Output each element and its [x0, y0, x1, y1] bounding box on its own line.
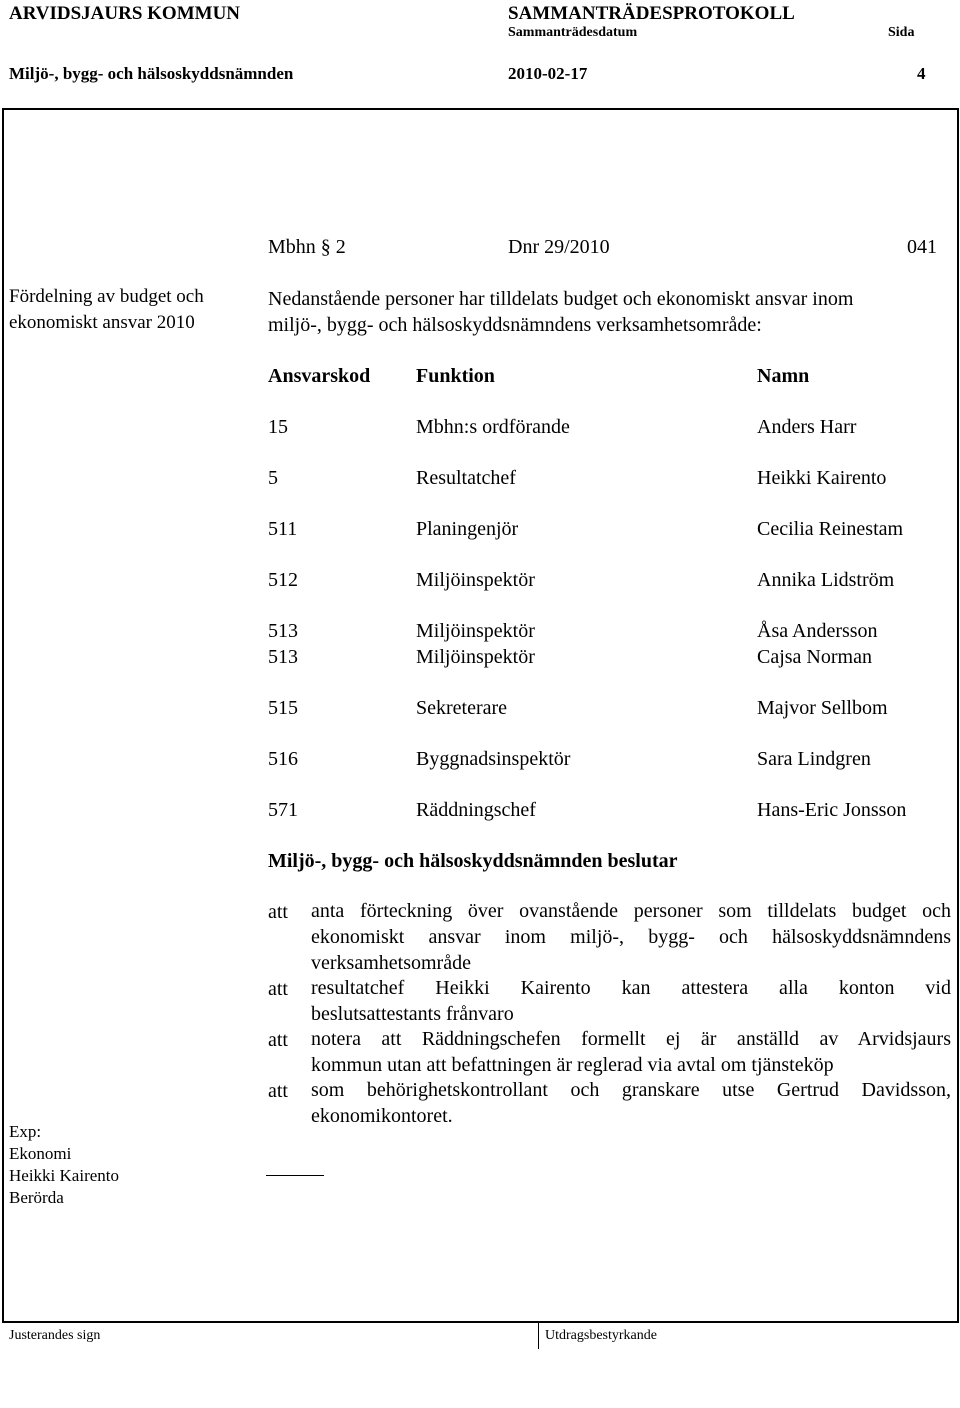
decision-item-text	[311, 1026, 951, 1078]
decision-prefix: att	[268, 978, 288, 1000]
municipality-name: ARVIDSJAURS KOMMUN	[9, 3, 241, 24]
intro-line2: miljö-, bygg- och hälsoskyddsnämndens verksamhetsområde:	[268, 314, 762, 336]
page-label: Sida	[888, 25, 915, 40]
decision-line: ekonomiskt ansvar inom miljö-, bygg- och hälsoskyddsnämndens	[311, 926, 951, 948]
intro-line1: Nedanstående personer har tilldelats budget och ekonomiskt ansvar inom	[268, 288, 854, 310]
exp-label: Exp:	[9, 1122, 42, 1141]
row-name: Heikki Kairento	[757, 467, 887, 489]
row-name: Sara Lindgren	[757, 748, 871, 770]
decision-prefix: att	[268, 1029, 288, 1051]
column-header-code: Ansvarskod	[268, 365, 371, 387]
row-name: Hans-Eric Jonsson	[757, 799, 907, 821]
row-function: Resultatchef	[416, 467, 516, 489]
row-function: Planingenjör	[416, 518, 519, 540]
footer-divider	[538, 1321, 539, 1349]
bottom-rule	[2, 1321, 959, 1323]
decision-line: verksamhetsområde	[311, 952, 471, 974]
row-code: 515	[268, 697, 298, 719]
decision-line: notera att Räddningschefen formellt ej är anställd av Arvidsjaurs	[311, 1028, 951, 1050]
decision-item-text	[311, 898, 951, 976]
row-name: Cajsa Norman	[757, 646, 872, 668]
decision-line: kommun utan att befattningen är reglerad via avtal om tjänsteköp	[311, 1054, 834, 1076]
diary-number: Dnr 29/2010	[508, 236, 610, 258]
column-header-name: Namn	[757, 365, 810, 387]
sidebar-title-line2: ekonomiskt ansvar 2010	[9, 312, 195, 333]
row-name: Annika Lidström	[757, 569, 895, 591]
decision-prefix: att	[268, 901, 288, 923]
exp-item: Ekonomi	[9, 1144, 72, 1163]
row-code: 511	[268, 518, 298, 540]
committee-name: Miljö-, bygg- och hälsoskyddsnämnden	[9, 64, 294, 83]
row-name: Anders Harr	[757, 416, 857, 438]
decision-line: resultatchef Heikki Kairento kan attestera alla konton vid	[311, 977, 951, 999]
decision-line: beslutsattestants frånvaro	[311, 1003, 514, 1025]
row-code: 571	[268, 799, 298, 821]
page-number: 4	[917, 64, 926, 83]
closing-line	[266, 1175, 324, 1176]
decision-line: ekonomikontoret.	[311, 1105, 453, 1127]
exp-item: Berörda	[9, 1188, 64, 1207]
decision-line: anta förteckning över ovanstående personer som tilldelats budget och	[311, 900, 951, 922]
row-function: Mbhn:s ordförande	[416, 416, 570, 438]
decision-heading: Miljö-, bygg- och hälsoskyddsnämnden beslutar	[268, 850, 678, 872]
row-function: Miljöinspektör	[416, 646, 535, 668]
row-function: Miljöinspektör	[416, 620, 535, 642]
case-code: 041	[907, 236, 937, 258]
row-code: 15	[268, 416, 288, 438]
decision-item-text	[311, 1077, 951, 1129]
row-code: 5	[268, 467, 278, 489]
sign-label: Justerandes sign	[9, 1328, 101, 1343]
row-function: Miljöinspektör	[416, 569, 535, 591]
row-code: 512	[268, 569, 298, 591]
row-name: Cecilia Reinestam	[757, 518, 904, 540]
exp-item: Heikki Kairento	[9, 1166, 119, 1185]
column-header-function: Funktion	[416, 365, 495, 387]
case-number: Mbhn § 2	[268, 236, 346, 258]
right-border	[957, 108, 959, 1323]
row-name: Majvor Sellbom	[757, 697, 888, 719]
row-name: Åsa Andersson	[757, 620, 878, 642]
decision-item-text	[311, 975, 951, 1027]
extract-label: Utdragsbestyrkande	[545, 1328, 657, 1343]
row-function: Byggnadsinspektör	[416, 748, 571, 770]
row-function: Räddningschef	[416, 799, 536, 821]
date-label: Sammanträdesdatum	[508, 25, 638, 40]
row-function: Sekreterare	[416, 697, 508, 719]
meeting-date: 2010-02-17	[508, 64, 588, 83]
decision-prefix: att	[268, 1080, 288, 1102]
top-rule	[2, 108, 959, 110]
row-code: 513	[268, 646, 298, 668]
row-code: 516	[268, 748, 298, 770]
document-type: SAMMANTRÄDESPROTOKOLL	[508, 3, 795, 24]
sidebar-title-line1: Fördelning av budget och	[9, 286, 204, 307]
decision-line: som behörighetskontrollant och granskare utse Gertrud Davidsson,	[311, 1079, 951, 1101]
left-border	[2, 108, 4, 1323]
row-code: 513	[268, 620, 298, 642]
